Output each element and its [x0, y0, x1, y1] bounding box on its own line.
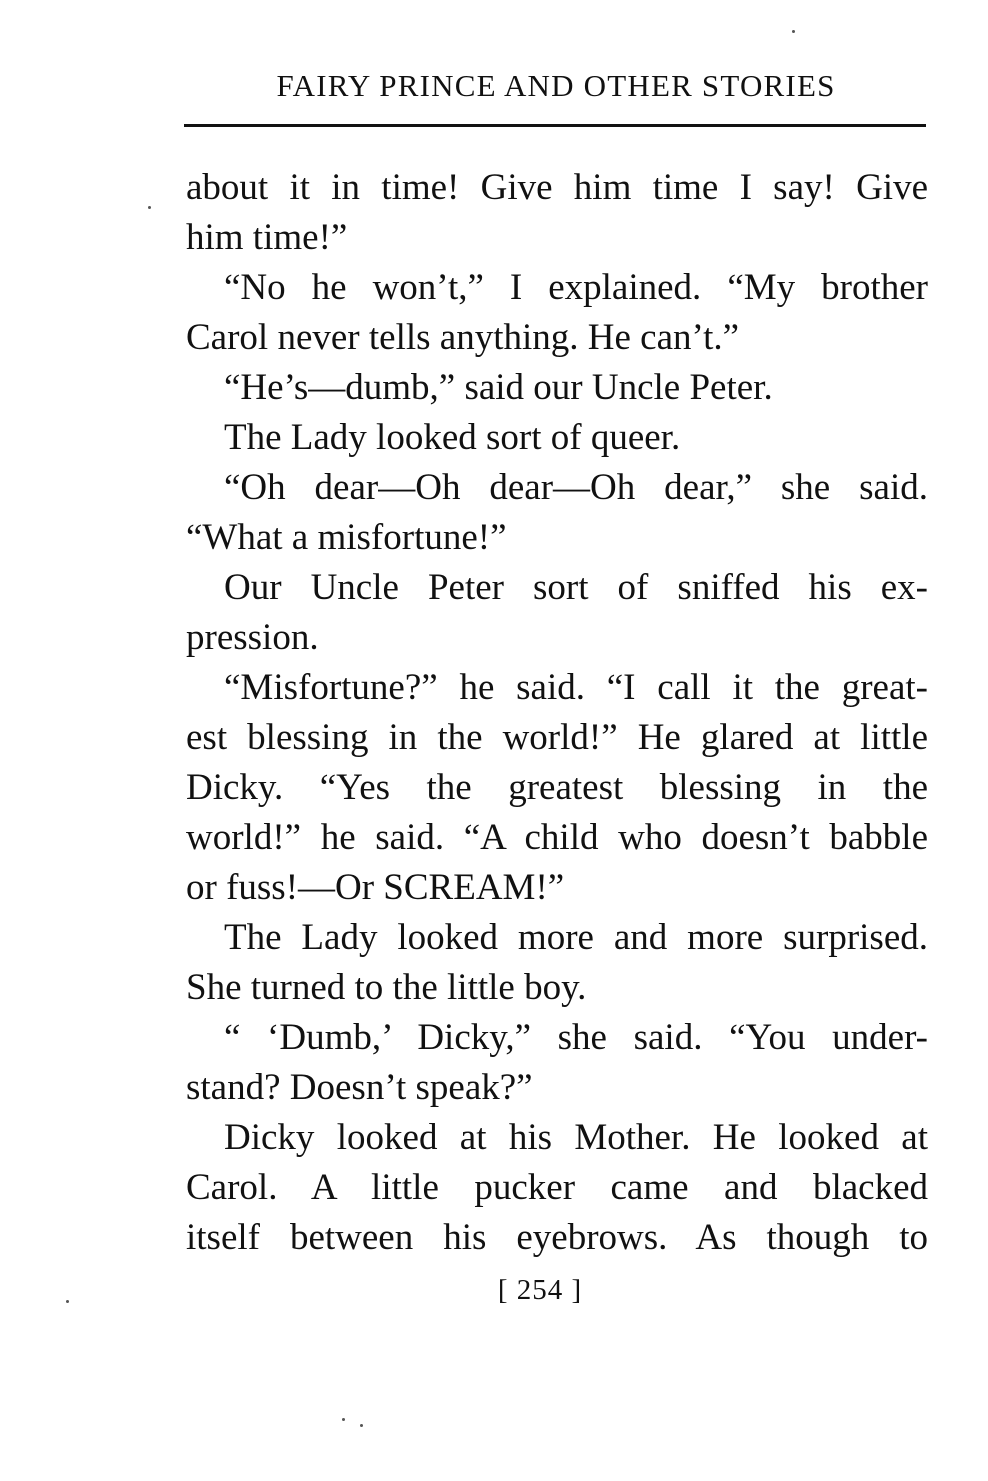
- scan-speck: [342, 1418, 345, 1421]
- text-line: stand? Doesn’t speak?”: [186, 1067, 533, 1108]
- text-line: “What a misfortune!”: [186, 517, 507, 558]
- text-line: est blessing in the world!” He glared at little: [186, 717, 928, 758]
- text-line: pression.: [186, 617, 319, 658]
- text-line: “No he won’t,” I explained. “My brother: [224, 267, 928, 308]
- text-line: The Lady looked more and more surprised.: [224, 917, 928, 958]
- page-number: [ 254 ]: [497, 1274, 583, 1306]
- text-line: “Misfortune?” he said. “I call it the great-: [224, 667, 928, 708]
- text-line: him time!”: [186, 217, 348, 258]
- text-line: “Oh dear—Oh dear—Oh dear,” she said.: [224, 467, 928, 508]
- text-line: Carol. A little pucker came and blacked: [186, 1167, 928, 1208]
- scan-speck: [792, 30, 795, 33]
- text-line: world!” he said. “A child who doesn’t babble: [186, 817, 928, 858]
- text-line: “He’s—dumb,” said our Uncle Peter.: [224, 367, 773, 408]
- body-text: [186, 163, 928, 1263]
- text-line: She turned to the little boy.: [186, 967, 587, 1008]
- text-line: about it in time! Give him time I say! Give: [186, 167, 928, 208]
- running-head: FAIRY PRINCE AND OTHER STORIES: [276, 68, 836, 103]
- header-rule: [184, 124, 926, 127]
- scan-speck: [66, 1300, 69, 1303]
- scan-speck: [148, 206, 151, 209]
- text-line: or fuss!—Or SCREAM!”: [186, 867, 565, 908]
- text-line: itself between his eyebrows. As though to: [186, 1217, 928, 1258]
- text-line: “ ‘Dumb,’ Dicky,” she said. “You under-: [224, 1017, 928, 1058]
- scan-speck: [360, 1424, 363, 1427]
- text-line: Carol never tells anything. He can’t.”: [186, 317, 740, 358]
- text-line: Our Uncle Peter sort of sniffed his ex-: [224, 567, 928, 608]
- text-line: The Lady looked sort of queer.: [224, 417, 681, 458]
- text-line: Dicky looked at his Mother. He looked at: [224, 1117, 928, 1158]
- text-line: Dicky. “Yes the greatest blessing in the: [186, 767, 928, 808]
